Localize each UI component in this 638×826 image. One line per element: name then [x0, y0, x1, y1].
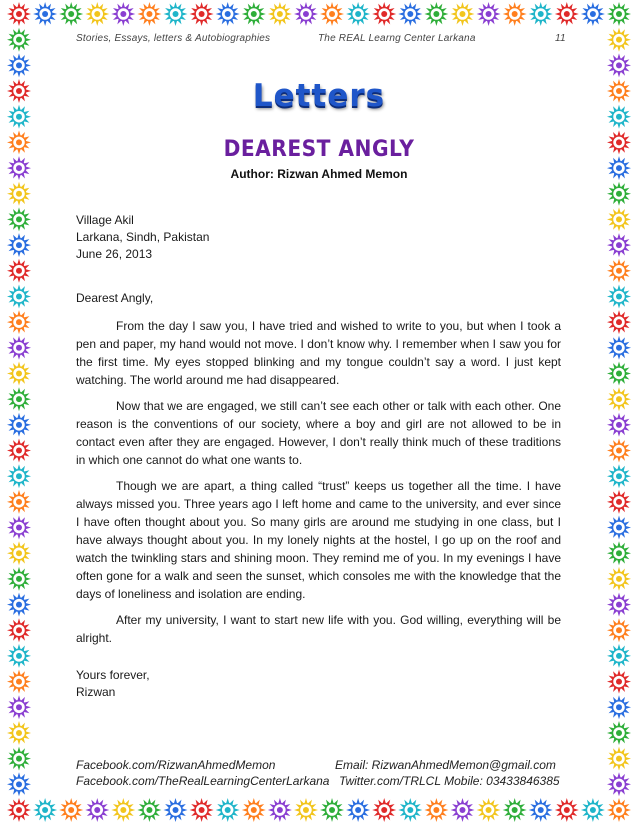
border-star-icon: [607, 516, 631, 540]
border-star-icon: [607, 413, 631, 437]
border-star-icon: [607, 28, 631, 52]
footer-twitter-mobile[interactable]: Twitter.com/TRLCL Mobile: 03433846385: [339, 774, 560, 788]
border-star-icon: [477, 2, 501, 26]
border-star-icon: [7, 670, 31, 694]
border-star-icon: [7, 798, 31, 822]
border-star-icon: [7, 28, 31, 52]
border-star-icon: [581, 2, 605, 26]
border-star-icon: [529, 798, 553, 822]
border-star-icon: [607, 567, 631, 591]
letter-title: DEAREST ANGLY: [223, 137, 415, 162]
border-star-icon: [7, 413, 31, 437]
border-star-icon: [477, 798, 501, 822]
border-star-icon: [372, 798, 396, 822]
border-star-icon: [7, 259, 31, 283]
border-star-icon: [111, 2, 135, 26]
border-star-icon: [607, 310, 631, 334]
footer-facebook-link[interactable]: Facebook.com/RizwanAhmedMemon: [76, 758, 276, 772]
section-title: Letters: [252, 78, 386, 114]
border-star-icon: [607, 772, 631, 796]
closing-phrase: Yours forever,: [76, 668, 150, 682]
border-star-icon: [7, 721, 31, 745]
border-star-icon: [607, 490, 631, 514]
border-star-icon: [424, 798, 448, 822]
border-star-icon: [7, 310, 31, 334]
border-star-icon: [7, 541, 31, 565]
border-star-icon: [7, 439, 31, 463]
border-star-icon: [607, 285, 631, 309]
border-star-icon: [607, 747, 631, 771]
border-star-icon: [7, 207, 31, 231]
border-star-icon: [7, 2, 31, 26]
border-star-icon: [242, 2, 266, 26]
border-star-icon: [607, 2, 631, 26]
border-star-icon: [346, 2, 370, 26]
border-star-icon: [607, 670, 631, 694]
border-star-icon: [111, 798, 135, 822]
border-star-icon: [503, 798, 527, 822]
border-star-icon: [242, 798, 266, 822]
border-star-icon: [607, 53, 631, 77]
border-star-icon: [607, 439, 631, 463]
border-star-icon: [7, 362, 31, 386]
border-star-icon: [7, 336, 31, 360]
address-line-village: Village Akil: [76, 213, 134, 227]
border-star-icon: [7, 567, 31, 591]
border-star-icon: [85, 2, 109, 26]
footer-facebook-center-link[interactable]: Facebook.com/TheRealLearningCenterLarkana: [76, 774, 330, 788]
header-left-title: Stories, Essays, letters & Autobiographies: [76, 33, 271, 44]
border-star-icon: [216, 2, 240, 26]
border-star-icon: [607, 644, 631, 668]
border-star-icon: [320, 2, 344, 26]
border-star-icon: [607, 259, 631, 283]
border-star-icon: [607, 233, 631, 257]
border-star-icon: [424, 2, 448, 26]
border-star-icon: [607, 541, 631, 565]
border-star-icon: [372, 2, 396, 26]
border-star-icon: [320, 798, 344, 822]
border-star-icon: [7, 464, 31, 488]
border-star-icon: [503, 2, 527, 26]
border-star-icon: [294, 798, 318, 822]
border-star-icon: [451, 798, 475, 822]
border-star-icon: [398, 2, 422, 26]
border-star-icon: [555, 2, 579, 26]
border-star-icon: [7, 695, 31, 719]
border-star-icon: [346, 798, 370, 822]
border-star-icon: [607, 182, 631, 206]
border-star-icon: [529, 2, 553, 26]
border-star-icon: [607, 336, 631, 360]
author-line: Author: Rizwan Ahmed Memon: [230, 167, 408, 181]
border-star-icon: [7, 747, 31, 771]
border-star-icon: [137, 798, 161, 822]
border-star-icon: [7, 516, 31, 540]
border-star-icon: [607, 464, 631, 488]
signature-name: Rizwan: [76, 685, 116, 699]
paragraph: From the day I saw you, I have tried and wished to write to you, but when I took a pen and paper, my hand would not move. I don’t know why. I remember when I saw you for the first time. My eyes stopped blinking and my tongue couldn’t say a word. I just kept watching. The world around me had disappeared.: [76, 319, 561, 387]
border-star-icon: [607, 387, 631, 411]
page-number: 11: [555, 33, 566, 44]
border-star-icon: [607, 362, 631, 386]
border-star-icon: [59, 2, 83, 26]
border-star-icon: [7, 618, 31, 642]
border-star-icon: [555, 798, 579, 822]
border-star-icon: [451, 2, 475, 26]
border-star-icon: [268, 798, 292, 822]
paragraph: Now that we are engaged, we still can’t see each other or talk with each other. One reason is the conventions of our society, where a boy and girl are not allowed to be in contact even after they are engaged. However, I don’t really think much of these traditions in which one cannot do what one wants to.: [76, 399, 561, 467]
border-star-icon: [85, 798, 109, 822]
border-star-icon: [294, 2, 318, 26]
border-star-icon: [7, 285, 31, 309]
border-star-icon: [607, 207, 631, 231]
salutation: Dearest Angly,: [76, 291, 154, 305]
border-star-icon: [59, 798, 83, 822]
letter-date: June 26, 2013: [76, 247, 153, 261]
border-star-icon: [7, 593, 31, 617]
letter-body: [76, 317, 561, 655]
border-star-icon: [7, 182, 31, 206]
paragraph: Though we are apart, a thing called “trust” keeps us together all the time. I have always missed you. Three years ago I left home and came to the university, and ever since I have often thought about you. So many girls are around me studying in one class, but I have always thought about you. In my lonely nights at the hostel, I go up on the roof and watch the twinkling stars and shining moon. They remind me of you. In my evenings I have often gone for a walk and seen the sunset, which consoles me with the knowledge that the days of loneliness and isolation are ending.: [76, 479, 561, 601]
border-star-icon: [7, 233, 31, 257]
footer-email[interactable]: Email: RizwanAhmedMemon@gmail.com: [335, 758, 556, 772]
border-star-icon: [607, 798, 631, 822]
border-star-icon: [33, 798, 57, 822]
border-star-icon: [268, 2, 292, 26]
border-star-icon: [216, 798, 240, 822]
border-star-icon: [7, 772, 31, 796]
border-star-icon: [7, 490, 31, 514]
border-star-icon: [33, 2, 57, 26]
address-line-city: Larkana, Sindh, Pakistan: [76, 230, 210, 244]
border-star-icon: [607, 695, 631, 719]
border-star-icon: [164, 798, 188, 822]
border-star-icon: [7, 387, 31, 411]
border-star-icon: [607, 593, 631, 617]
border-star-icon: [7, 644, 31, 668]
border-star-icon: [398, 798, 422, 822]
header-center-title: The REAL Learng Center Larkana: [318, 33, 476, 44]
border-star-icon: [137, 2, 161, 26]
border-star-icon: [164, 2, 188, 26]
border-star-icon: [7, 53, 31, 77]
paragraph: After my university, I want to start new life with you. God willing, everything will be alright.: [76, 613, 561, 645]
border-star-icon: [190, 798, 214, 822]
border-star-icon: [607, 721, 631, 745]
border-star-icon: [190, 2, 214, 26]
border-star-icon: [581, 798, 605, 822]
border-star-icon: [607, 618, 631, 642]
